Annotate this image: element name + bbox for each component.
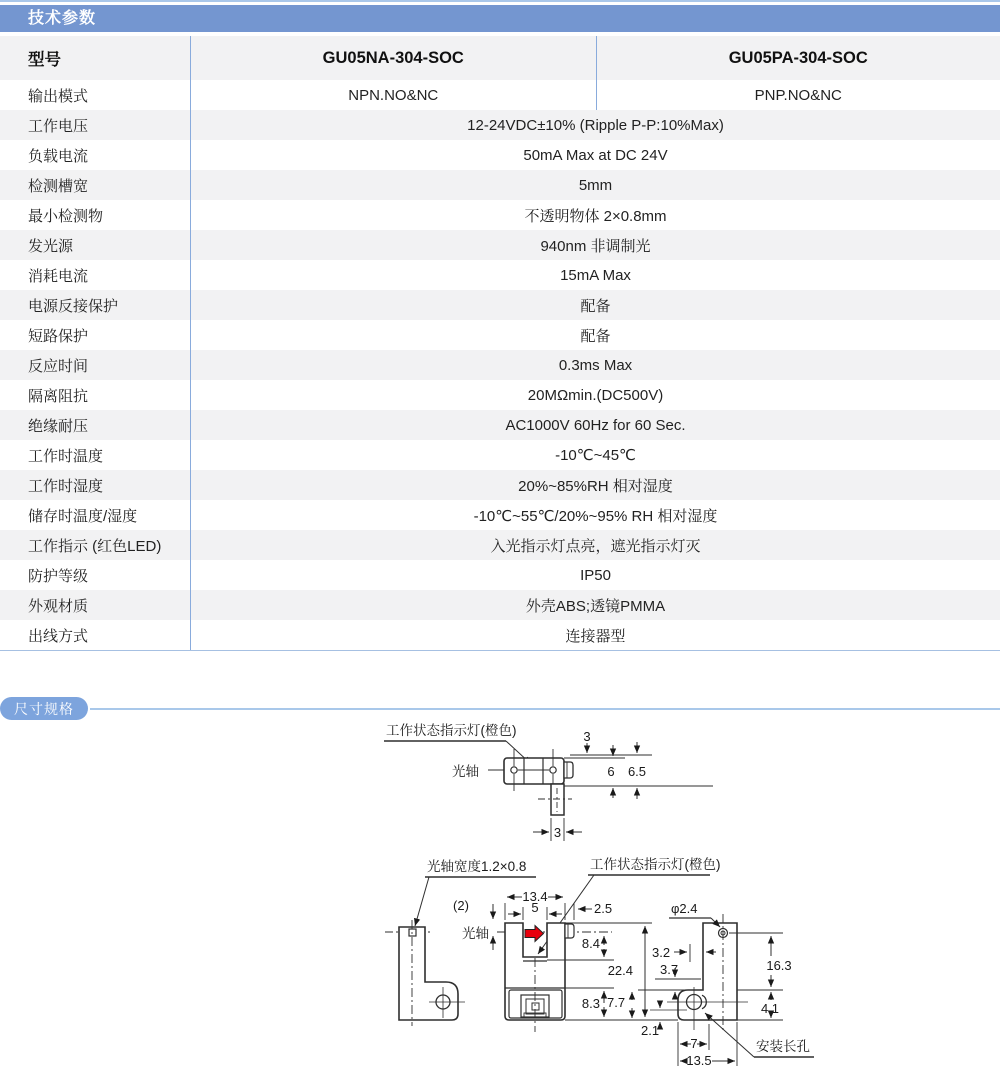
table-row	[0, 440, 1000, 470]
dim-side-4-1: 4.1	[760, 1001, 780, 1016]
row-value: AC1000V 60Hz for 60 Sec.	[505, 416, 686, 434]
dim-side-13-5: 13.5	[686, 1053, 712, 1068]
table-row	[0, 500, 1000, 530]
left-view-aperture	[409, 929, 416, 936]
dim-side-7: 7	[690, 1036, 698, 1051]
table-row	[0, 470, 1000, 500]
row-value: IP50	[580, 566, 611, 584]
dim-front-22-4: 22.4	[607, 963, 633, 978]
row-label: 检测槽宽	[0, 170, 191, 200]
label-beam-size: 光轴宽度1.2×0.8	[427, 859, 527, 874]
table-row	[0, 560, 1000, 590]
output-mode-2: PNP.NO&NC	[596, 80, 1000, 110]
row-label: 绝缘耐压	[0, 410, 191, 440]
table-row	[0, 170, 1000, 200]
table-row	[0, 110, 1000, 140]
row-value: 20MΩmin.(DC500V)	[527, 386, 664, 404]
table-row	[0, 350, 1000, 380]
table-row	[0, 200, 1000, 230]
row-value: 配备	[580, 327, 611, 345]
dim-front-13-4: 13.4	[522, 889, 548, 904]
dimension-drawing-svg	[0, 719, 1000, 1069]
model-name-2: GU05PA-304-SOC	[596, 36, 1000, 80]
section-title-tech-params: 技术参数	[0, 5, 1000, 32]
row-value: 12-24VDC±10% (Ripple P-P:10%Max)	[467, 116, 724, 134]
row-label: 工作时湿度	[0, 470, 191, 500]
row-label: 工作时温度	[0, 440, 191, 470]
row-value: 5mm	[578, 176, 613, 194]
row-label: 出线方式	[0, 620, 191, 650]
row-label: 外观材质	[0, 590, 191, 620]
dim-side-16-3: 16.3	[766, 958, 792, 973]
top-view-body	[504, 758, 564, 784]
dim-top-6: 6	[607, 764, 615, 779]
spec-table	[0, 36, 1000, 651]
row-label: 短路保护	[0, 320, 191, 350]
row-label: 负载电流	[0, 140, 191, 170]
row-value: 20%~85%RH 相对湿度	[518, 477, 673, 495]
table-rows	[0, 110, 1000, 650]
table-row	[0, 590, 1000, 620]
row-label: 发光源	[0, 230, 191, 260]
row-value: 940nm 非调制光	[540, 237, 651, 255]
label-mounting-slot: 安装长孔	[756, 1039, 810, 1054]
table-row	[0, 140, 1000, 170]
table-row	[0, 290, 1000, 320]
section-dimensions-header	[0, 697, 1000, 720]
dim-side-3-7: 3.7	[660, 962, 679, 977]
dim-top-stem-3: 3	[553, 825, 562, 840]
top-view-nub	[564, 762, 573, 778]
table-row	[0, 260, 1000, 290]
table-row	[0, 230, 1000, 260]
row-value: -10℃~45℃	[555, 447, 636, 464]
row-label: 隔离阻抗	[0, 380, 191, 410]
table-row	[0, 380, 1000, 410]
row-value: -10℃~55℃/20%~95% RH 相对湿度	[473, 507, 718, 525]
table-row-output-mode	[0, 80, 1000, 110]
dim-front-8-4: 8.4	[581, 936, 600, 951]
label-optical-axis-top: 光轴	[452, 764, 479, 779]
table-row	[0, 620, 1000, 650]
row-label: 防护等级	[0, 560, 191, 590]
table-row	[0, 320, 1000, 350]
row-label: 电源反接保护	[0, 290, 191, 320]
section-pill-line	[90, 708, 1000, 710]
row-value: 连接器型	[565, 627, 626, 645]
row-label: 储存时温度/湿度	[0, 500, 191, 530]
top-accent-line	[0, 0, 1000, 2]
dim-side-3-2: 3.2	[652, 945, 671, 960]
dim-front-gap-2: (2)	[453, 898, 469, 913]
row-label: 最小检测物	[0, 200, 191, 230]
label-indicator-top: 工作状态指示灯(橙色)	[386, 723, 517, 738]
dim-front-5: 5	[531, 900, 539, 915]
row-value: 入光指示灯点亮，遮光指示灯灭	[490, 537, 701, 555]
label-hole-dia: φ2.4	[671, 901, 698, 916]
dimension-drawing	[0, 719, 1000, 1069]
row-value: 不透明物体 2×0.8mm	[524, 207, 667, 225]
section-pill-dimensions: 尺寸规格	[0, 697, 88, 720]
top-view-stem	[551, 784, 564, 815]
row-value: 15mA Max	[560, 266, 631, 284]
row-label: 工作电压	[0, 110, 191, 140]
dim-side-7-7: 7.7	[607, 995, 626, 1010]
dim-front-2-5: 2.5	[594, 901, 613, 916]
table-row-model	[0, 36, 1000, 80]
row-label: 反应时间	[0, 350, 191, 380]
dim-front-8-3: 8.3	[581, 996, 600, 1011]
led-indicator-arrow	[525, 926, 544, 942]
table-row	[0, 410, 1000, 440]
row-label: 消耗电流	[0, 260, 191, 290]
dim-top-3: 3	[583, 729, 591, 744]
row-value: 外壳ABS;透镜PMMA	[525, 597, 666, 615]
row-value: 50mA Max at DC 24V	[523, 146, 668, 164]
output-mode-1: NPN.NO&NC	[348, 86, 439, 104]
front-view-nub	[565, 924, 574, 938]
row-label: 型号	[0, 36, 191, 80]
row-value: 0.3ms Max	[558, 356, 633, 374]
row-label: 输出模式	[0, 80, 191, 110]
leader-beam-size	[415, 877, 429, 926]
table-row	[0, 530, 1000, 560]
dim-side-2-1: 2.1	[641, 1023, 660, 1038]
row-label: 工作指示 (红色LED)	[0, 530, 191, 560]
row-value: 配备	[580, 297, 611, 315]
label-indicator-front: 工作状态指示灯(橙色)	[590, 857, 721, 872]
label-optical-axis-front: 光轴	[462, 926, 489, 941]
model-name-1: GU05NA-304-SOC	[322, 48, 464, 67]
dim-top-6-5: 6.5	[627, 764, 647, 779]
